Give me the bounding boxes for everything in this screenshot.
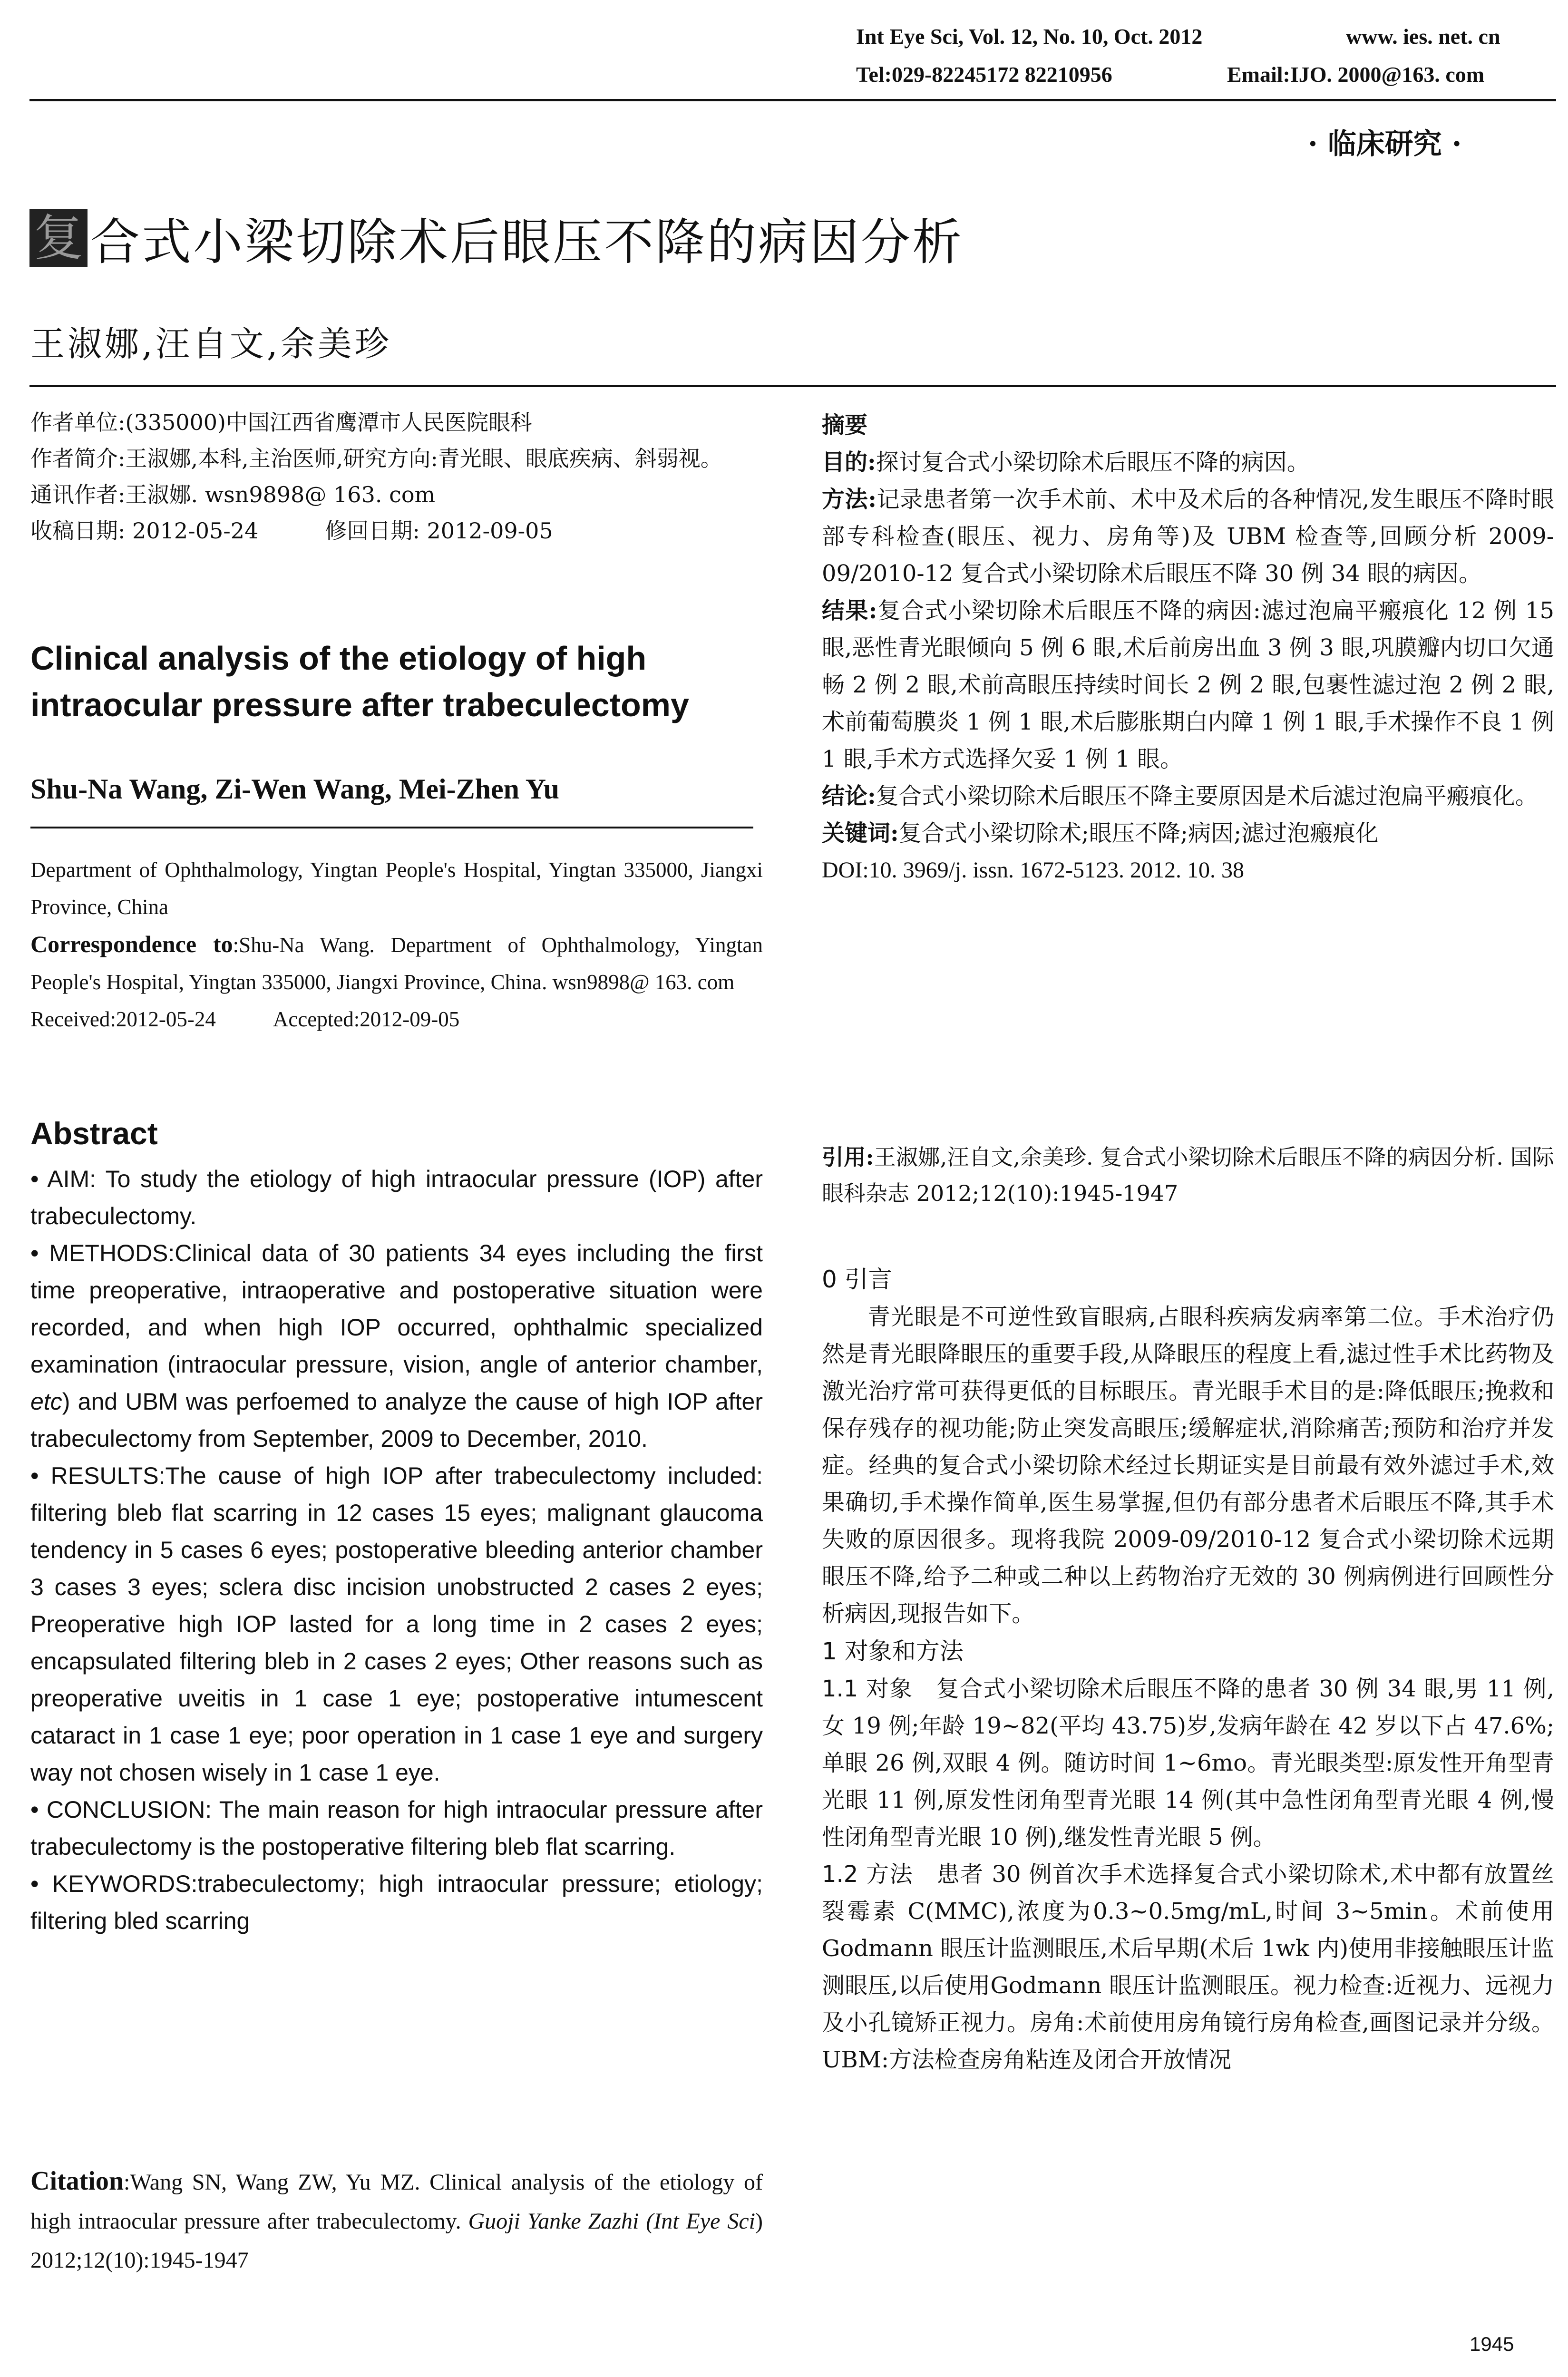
- journal-email: Email:IJO. 2000@163. com: [1227, 62, 1485, 87]
- methods-etc: etc: [30, 1388, 62, 1415]
- abstract-aim: • AIM: To study the etiology of high intraocular pressure (IOP) after trabeculectomy.: [30, 1166, 763, 1229]
- abstract-cn-methods: [822, 481, 1554, 592]
- en-accepted: Accepted:2012-09-05: [273, 1007, 460, 1031]
- journal-info: Int Eye Sci, Vol. 12, No. 10, Oct. 2012: [856, 24, 1203, 49]
- correspondence-text: :Shu-Na Wang. Department of Ophthalmology, Yingtan People's Hospital, Yingtan 335000, Jiangxi Province, China. wsn9898@ 163. com: [30, 933, 763, 994]
- conclusion-label: 结论:: [822, 783, 876, 809]
- corresponding-author: 通讯作者:王淑娜. wsn9898@ 163. com: [30, 482, 436, 507]
- doi: DOI:10. 3969/j. issn. 1672-5123. 2012. 10. 38: [822, 857, 1244, 883]
- methods-heading: 1 对象和方法: [822, 1637, 964, 1665]
- abstract-cn-conclusion: [822, 778, 1554, 815]
- page-number: 1945: [1470, 2333, 1514, 2355]
- abstract-en: [30, 1160, 763, 1939]
- methods-label: 方法:: [822, 486, 877, 513]
- keywords-text: 复合式小梁切除术;眼压不降;病因;滤过泡瘢痕化: [898, 820, 1379, 847]
- intro-heading: 0 引言: [822, 1266, 892, 1293]
- abstract-cn-aim: [822, 444, 1554, 481]
- header-rule: [29, 99, 1556, 101]
- abstract-cn-keywords: [822, 815, 1554, 852]
- en-authors: Shu-Na Wang, Zi-Wen Wang, Mei-Zhen Yu: [30, 773, 559, 805]
- en-title: Clinical analysis of the etiology of high intraocular pressure after trabeculectomy: [30, 640, 689, 723]
- citation-en: [30, 2162, 763, 2280]
- received-date-cn: 收稿日期: 2012-05-24: [30, 518, 259, 544]
- citation-cn: [822, 1139, 1554, 1211]
- correspondence-label: Correspondence to: [30, 931, 233, 957]
- title-first-char: 复: [29, 209, 88, 267]
- abstract-cn: [822, 407, 1554, 889]
- en-dates: [30, 1001, 763, 1038]
- abstract-conclusion: • CONCLUSION: The main reason for high intraocular pressure after trabeculectomy is the postoperative filtering bleb flat scarring.: [30, 1796, 763, 1860]
- author-unit: 作者单位:(335000)中国江西省鹰潭市人民医院眼科: [30, 409, 532, 435]
- author-profile: 作者简介:王淑娜,本科,主治医师,研究方向:青光眼、眼底疾病、斜弱视。: [30, 446, 722, 471]
- section-1-2-text: 患者 30 例首次手术选择复合式小梁切除术,术中都有放置丝裂霉素 C(MMC),浓度为0.3~0.5mg/mL,时间 3~5min。术前使用 Godmann 眼压计监测眼压,术后早期(术后 1wk 内)使用非接触眼压计监测眼压,以后使用Godmann 眼压计监测眼压。视力检查:近视力、远视力及小孔镜矫正视力。房角:术前使用房角镜行房角检查,画图记录并分级。UBM:方法检查房角粘连及闭合开放情况: [822, 1861, 1554, 2073]
- citation-label: Citation: [30, 2166, 124, 2196]
- methods-part-a: • METHODS:Clinical data of 30 patients 34 eyes including the first time preoperative, intraoperative and postoperative situation were recorded, and when high IOP occurred, ophthalmic specialized examination (intraocular pressure, vision, angle of anterior chamber,: [30, 1240, 763, 1378]
- citation-cn-text: 王淑娜,汪自文,余美珍. 复合式小梁切除术后眼压不降的病因分析. 国际眼科杂志 2012;12(10):1945-1947: [822, 1144, 1554, 1206]
- methods-part-b: ) and UBM was perfoemed to analyze the cause of high IOP after trabeculectomy from September, 2009 to December, 2010.: [30, 1388, 763, 1452]
- section-1-1-label: 1.1 对象: [822, 1676, 913, 1702]
- en-correspondence: [30, 925, 763, 1001]
- en-affiliation-block: [30, 851, 763, 1038]
- abstract-keywords: • KEYWORDS:trabeculectomy; high intraocular pressure; etiology; filtering bled scarring: [30, 1870, 763, 1934]
- en-affiliation: Department of Ophthalmology, Yingtan People's Hospital, Yingtan 335000, Jiangxi Province, China: [30, 858, 763, 919]
- en-received: Received:2012-05-24: [30, 1007, 216, 1031]
- article-title: [29, 205, 964, 271]
- intro-paragraph: 青光眼是不可逆性致盲眼病,占眼科疾病发病率第二位。手术治疗仍然是青光眼降眼压的重要手段,从降眼压的程度上看,滤过性手术比药物及激光治疗常可获得更低的目标眼压。青光眼手术目的是:降低眼压;挽救和保存残存的视功能;防止突发高眼压;缓解症状,消除痛苦;预防和治疗并发症。经典的复合式小梁切除术经过长期证实是目前最有效外滤过手术,效果确切,手术操作简单,医生易掌握,但仍有部分患者术后眼压不降,其手术失败的原因很多。现将我院 2009-09/2010-12 复合式小梁切除术远期眼压不降,给予二种或二种以上药物治疗无效的 30 例病例进行回顾性分析病因,现报告如下。: [822, 1304, 1554, 1627]
- citation-cn-label: 引用:: [822, 1144, 874, 1170]
- citation-text-a: :Wang SN, Wang ZW, Yu MZ. Clinical analysis of the etiology of high intraocular pressure after trabeculectomy.: [30, 2170, 763, 2234]
- dates-cn: [30, 513, 763, 549]
- section-1-2-label: 1.2 方法: [822, 1861, 914, 1888]
- abstract-results: • RESULTS:The cause of high IOP after trabeculectomy included: filtering bleb flat scarring in 12 cases 15 eyes; malignant glaucoma tendency in 5 cases 6 eyes; postoperative bleeding anterior chamber 3 cases 3 eyes; sclera disc incision unobstructed 2 cases 2 eyes; Preoperative high IOP lasted for a long time in 2 cases 2 eyes; encapsulated filtering bleb in 2 cases 2 eyes; Other reasons such as preoperative uveitis in 1 case 1 eye; postoperative intumescent cataract in 1 case 1 eye; poor operation in 1 case 1 eye and surgery way not chosen wisely in 1 case 1 eye.: [30, 1462, 763, 1786]
- section-label: · 临床研究 ·: [1308, 127, 1462, 161]
- abstract-methods: [30, 1235, 763, 1457]
- conclusion-text: 复合式小梁切除术后眼压不降主要原因是术后滤过泡扁平瘢痕化。: [876, 783, 1538, 809]
- aim-text: 探讨复合式小梁切除术后眼压不降的病因。: [876, 449, 1310, 476]
- title-rule: [29, 385, 1556, 387]
- section-1-1-text: 复合式小梁切除术后眼压不降的患者 30 例 34 眼,男 11 例,女 19 例;年龄 19~82(平均 43.75)岁,发病年龄在 42 岁以下占 47.6%;单眼 26 例,双眼 4 例。随访时间 1~6mo。青光眼类型:原发性开角型青光眼 11 例,原发性闭角型青光眼 14 例(其中急性闭角型青光眼 4 例,慢性闭角型青光眼 10 例),继发性青光眼 5 例。: [822, 1676, 1554, 1851]
- keywords-label: 关键词:: [822, 820, 899, 847]
- citation-journal-en: Int Eye Sci: [653, 2209, 756, 2234]
- authors-rule: [30, 827, 753, 828]
- body-text: [822, 1260, 1554, 2078]
- abstract-cn-results: [822, 592, 1554, 778]
- title-text: 合式小梁切除术后眼压不降的病因分析: [90, 213, 964, 271]
- citation-text-b: ) 2012;12(10):1945-1947: [30, 2209, 763, 2273]
- journal-tel: Tel:029-82245172 82210956: [856, 62, 1112, 87]
- section-1-1: [822, 1670, 1554, 1856]
- methods-text: 记录患者第一次手术前、术中及术后的各种情况,发生眼压不降时眼部专科检查(眼压、视力、房角等)及 UBM 检查等,回顾分析 2009-09/2010-12 复合式小梁切除术后眼压不降 30 例 34 眼的病因。: [822, 486, 1554, 587]
- results-label: 结果:: [822, 597, 877, 624]
- abstract-heading: Abstract: [30, 1116, 158, 1151]
- abstract-cn-heading: 摘要: [822, 412, 868, 438]
- aim-label: 目的:: [822, 449, 876, 476]
- journal-website: www. ies. net. cn: [1346, 24, 1500, 49]
- revised-date-cn: 修回日期: 2012-09-05: [325, 518, 553, 544]
- citation-paren: (: [646, 2209, 654, 2234]
- section-1-2: [822, 1856, 1554, 2078]
- citation-journal: Guoji Yanke Zazhi: [468, 2209, 639, 2234]
- results-text: 复合式小梁切除术后眼压不降的病因:滤过泡扁平瘢痕化 12 例 15 眼,恶性青光眼倾向 5 例 6 眼,术后前房出血 3 例 3 眼,巩膜瓣内切口欠通畅 2 例 2 眼,术前高眼压持续时间长 2 例 2 眼,包裹性滤过泡 2 例 2 眼,术前葡萄膜炎 1 例 1 眼,术后膨胀期白内障 1 例 1 眼,手术操作不良 1 例 1 眼,手术方式选择欠妥 1 例 1 眼。: [822, 597, 1554, 772]
- author-info: [30, 404, 763, 549]
- authors-cn: 王淑娜,汪自文,余美珍: [30, 324, 392, 364]
